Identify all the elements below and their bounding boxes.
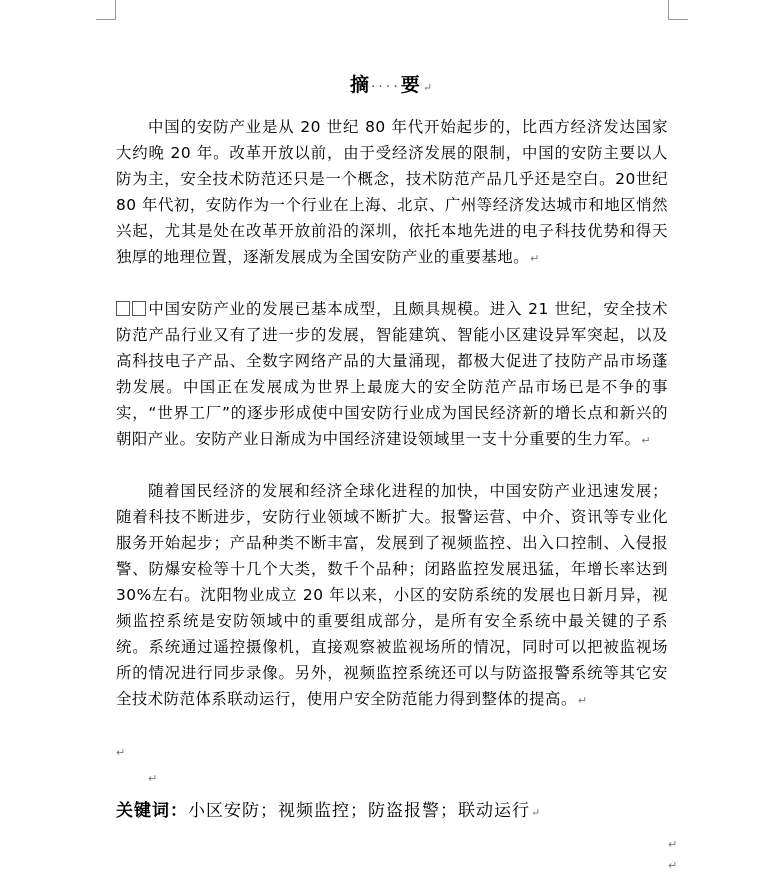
empty-paragraph-mark-icon: ↵ (148, 772, 158, 785)
keywords-line (116, 796, 541, 821)
paragraph-mark-icon: ↵ (422, 81, 435, 94)
page-corner-top-left (96, 0, 116, 20)
abstract-paragraph-3 (116, 478, 668, 714)
paragraph-mark-icon: ↵ (641, 434, 652, 447)
missing-glyph-box-icon (132, 301, 146, 316)
paragraph-2-text: 中国安防产业的发展已基本成型，且颇具规模。进入 21 世纪，安全技术防范产品行业又有了进一步的发展，智能建筑、智能小区建设异军突起，以及高科技电子产品、全数字网络产品的大量涌现，都极大促进了技防产品市场蓬勃发展。中国正在发展成为世界上最庞大的安全防范产品市场已是不争的事实，“世界工厂”的逐步形成使中国安防行业成为国民经济新的增长点和新兴的朝阳产业。安防产业日渐成为中国经济建设领域里一支十分重要的生力军。 (116, 300, 668, 448)
abstract-paragraph-2 (116, 296, 668, 454)
empty-paragraph-mark-icon: ↵ (668, 859, 678, 872)
title-dots: ···· (370, 79, 401, 95)
paragraph-mark-icon: ↵ (531, 806, 542, 819)
paragraph-1-text: 中国的安防产业是从 20 世纪 80 年代开始起步的，比西方经济发达国家大约晚 20 年。改革开放以前，由于受经济发展的限制，中国的安防主要以人防为主，安全技术防范还只是一个概念，技术防范产品几乎还是空白。20世纪 80 年代初，安防作为一个行业在上海、北京、广州等经济发达城市和地区悄然兴起，尤其是处在改革开放前沿的深圳，依托本地先进的电子科技优势和得天独厚的地理位置，逐渐发展成为全国安防产业的重要基地。 (116, 118, 668, 266)
empty-paragraph-mark-icon: ↵ (668, 838, 678, 851)
paragraph-mark-icon: ↵ (530, 252, 540, 265)
keywords-value: 小区安防；视频监控；防盗报警；联动运行 (188, 801, 530, 821)
empty-paragraph-mark-icon: ↵ (116, 746, 126, 759)
title-left-char: 摘 (349, 74, 371, 96)
abstract-paragraph-1 (116, 114, 668, 272)
abstract-title (0, 70, 784, 97)
title-right-char: 要 (400, 74, 422, 96)
keywords-label: 关键词： (116, 801, 188, 821)
paragraph-3-text: 随着国民经济的发展和经济全球化进程的加快，中国安防产业迅速发展；随着科技不断进步，安防行业领域不断扩大。报警运营、中介、资讯等专业化服务开始起步；产品种类不断丰富，发展到了视频监控、出入口控制、入侵报警、防爆安检等十几个大类，数千个品种；闭路监控发展迅猛，年增长率达到 30%左右。沈阳物业成立 20 年以来，小区的安防系统的发展也日新月异，视频监控系统是安防领域中的重要组成部分，是所有安全系统中最关键的子系统。系统通过遥控摄像机，直接观察被监视场所的情况，同时可以把被监视场所的情况进行同步录像。另外，视频监控系统还可以与防盗报警系统等其它安全技术防范体系联动运行，使用户安全防范能力得到整体的提高。 (116, 482, 668, 708)
page-corner-top-right (668, 0, 688, 20)
paragraph-mark-icon: ↵ (577, 694, 588, 707)
missing-glyph-box-icon (116, 301, 130, 316)
